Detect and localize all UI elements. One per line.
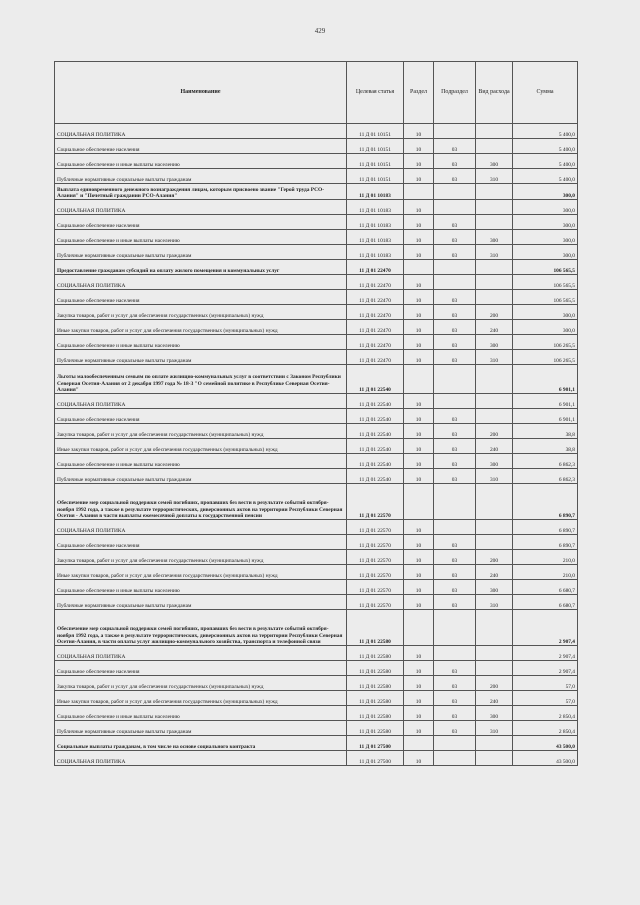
cell-amount: 5 400,0 (513, 124, 578, 139)
cell-amount: 106 565,5 (513, 260, 578, 275)
cell-section: 10 (404, 424, 434, 439)
cell-amount: 57,0 (513, 691, 578, 706)
cell-subsection (434, 365, 476, 394)
cell-section: 10 (404, 290, 434, 305)
table-row (55, 520, 578, 535)
cell-subsection (434, 184, 476, 200)
cell-expense-type (476, 409, 513, 424)
cell-name: Закупка товаров, работ и услуг для обеспечения государственных (муниципальных) нужд (55, 305, 347, 320)
cell-expense-type: 300 (476, 454, 513, 469)
cell-name: Социальное обеспечение населения (55, 215, 347, 230)
cell-name: Иные закупки товаров, работ и услуг для обеспечения государственных (муниципальных) нужд (55, 439, 347, 454)
cell-section: 10 (404, 565, 434, 580)
table-row (55, 230, 578, 245)
cell-subsection (434, 200, 476, 215)
cell-target: 11 Д 01 22540 (347, 394, 404, 409)
table-row (55, 215, 578, 230)
table-row (55, 484, 578, 520)
cell-expense-type (476, 610, 513, 646)
cell-section: 10 (404, 245, 434, 260)
cell-name: Социальное обеспечение и иные выплаты населению (55, 230, 347, 245)
cell-subsection: 03 (434, 595, 476, 610)
cell-target: 11 Д 01 22570 (347, 580, 404, 595)
cell-name: СОЦИАЛЬНАЯ ПОЛИТИКА (55, 394, 347, 409)
cell-target: 11 Д 01 22540 (347, 454, 404, 469)
cell-expense-type: 240 (476, 439, 513, 454)
cell-amount: 5 400,0 (513, 139, 578, 154)
table-body (55, 124, 578, 766)
cell-expense-type (476, 394, 513, 409)
cell-amount: 6 680,7 (513, 595, 578, 610)
cell-section: 10 (404, 520, 434, 535)
cell-subsection: 03 (434, 706, 476, 721)
cell-target: 11 Д 01 22470 (347, 335, 404, 350)
cell-subsection (434, 736, 476, 751)
cell-name: Закупка товаров, работ и услуг для обеспечения государственных (муниципальных) нужд (55, 550, 347, 565)
cell-subsection: 03 (434, 290, 476, 305)
cell-subsection: 03 (434, 535, 476, 550)
header-subsection: Подраздел (434, 62, 476, 124)
cell-section: 10 (404, 550, 434, 565)
cell-section: 10 (404, 305, 434, 320)
cell-subsection: 03 (434, 350, 476, 365)
cell-amount: 6 890,7 (513, 535, 578, 550)
cell-section: 10 (404, 215, 434, 230)
cell-amount: 43 500,0 (513, 736, 578, 751)
cell-section (404, 736, 434, 751)
cell-subsection: 03 (434, 439, 476, 454)
cell-name: Социальное обеспечение и иные выплаты населению (55, 580, 347, 595)
cell-section: 10 (404, 169, 434, 184)
cell-expense-type (476, 535, 513, 550)
cell-target: 11 Д 01 22470 (347, 260, 404, 275)
table-row (55, 469, 578, 484)
table-row (55, 260, 578, 275)
cell-expense-type: 310 (476, 469, 513, 484)
page-number: 429 (314, 27, 326, 35)
table-row (55, 565, 578, 580)
table-row (55, 350, 578, 365)
table-row (55, 550, 578, 565)
cell-target: 11 Д 01 10151 (347, 169, 404, 184)
cell-section: 10 (404, 335, 434, 350)
cell-name: Социальное обеспечение населения (55, 661, 347, 676)
table-row (55, 290, 578, 305)
cell-name: СОЦИАЛЬНАЯ ПОЛИТИКА (55, 520, 347, 535)
cell-target: 11 Д 01 10183 (347, 215, 404, 230)
cell-target: 11 Д 01 22570 (347, 520, 404, 535)
cell-amount: 106 565,5 (513, 275, 578, 290)
cell-expense-type (476, 260, 513, 275)
cell-amount: 210,0 (513, 565, 578, 580)
cell-subsection: 03 (434, 721, 476, 736)
cell-amount: 57,0 (513, 676, 578, 691)
cell-name: Социальное обеспечение населения (55, 139, 347, 154)
cell-expense-type (476, 184, 513, 200)
header-target: Целевая статья (347, 62, 404, 124)
header-expense-type: Вид расхода (476, 62, 513, 124)
cell-target: 11 Д 01 22570 (347, 484, 404, 520)
cell-name: Обеспечение мер социальной поддержки семей погибших, пропавших без вести в результате событий октября-ноября 1992 года, а также в результате террористических, диверсионных актов на территории Республики Северная Осетия-Алания, в части оплаты услуг жилищно-коммунального хозяйства, транспорта и телефонной связи (55, 610, 347, 646)
cell-section: 10 (404, 409, 434, 424)
cell-subsection: 03 (434, 320, 476, 335)
cell-target: 11 Д 01 22540 (347, 424, 404, 439)
cell-expense-type (476, 215, 513, 230)
cell-target: 11 Д 01 22470 (347, 290, 404, 305)
cell-subsection: 03 (434, 154, 476, 169)
cell-name: Социальное обеспечение населения (55, 535, 347, 550)
cell-name: Публичные нормативные социальные выплаты гражданам (55, 245, 347, 260)
cell-name: Иные закупки товаров, работ и услуг для обеспечения государственных (муниципальных) нужд (55, 565, 347, 580)
cell-section (404, 365, 434, 394)
cell-expense-type (476, 751, 513, 766)
cell-name: Закупка товаров, работ и услуг для обеспечения государственных (муниципальных) нужд (55, 424, 347, 439)
cell-name: СОЦИАЛЬНАЯ ПОЛИТИКА (55, 646, 347, 661)
cell-amount: 300,0 (513, 230, 578, 245)
cell-subsection (434, 646, 476, 661)
cell-section: 10 (404, 139, 434, 154)
table-row (55, 335, 578, 350)
cell-name: Предоставление гражданам субсидий на оплату жилого помещения и коммунальных услуг (55, 260, 347, 275)
table-row (55, 706, 578, 721)
budget-table (54, 61, 578, 766)
cell-name: Социальное обеспечение населения (55, 290, 347, 305)
cell-subsection: 03 (434, 676, 476, 691)
cell-section: 10 (404, 320, 434, 335)
table-row (55, 424, 578, 439)
cell-name: Публичные нормативные социальные выплаты гражданам (55, 169, 347, 184)
cell-amount: 38,8 (513, 424, 578, 439)
cell-name: Социальное обеспечение и иные выплаты населению (55, 154, 347, 169)
cell-target: 11 Д 01 10183 (347, 245, 404, 260)
table-row (55, 139, 578, 154)
cell-expense-type (476, 484, 513, 520)
table-row (55, 200, 578, 215)
cell-section: 10 (404, 706, 434, 721)
cell-expense-type: 310 (476, 169, 513, 184)
cell-amount: 2 907,4 (513, 610, 578, 646)
table-row (55, 439, 578, 454)
table-row (55, 275, 578, 290)
cell-amount: 300,0 (513, 245, 578, 260)
cell-subsection: 03 (434, 169, 476, 184)
cell-section: 10 (404, 676, 434, 691)
cell-target: 11 Д 01 22470 (347, 305, 404, 320)
cell-name: Закупка товаров, работ и услуг для обеспечения государственных (муниципальных) нужд (55, 676, 347, 691)
cell-amount: 106 265,5 (513, 335, 578, 350)
cell-amount: 2 907,4 (513, 646, 578, 661)
cell-expense-type (476, 139, 513, 154)
cell-amount: 6 862,3 (513, 469, 578, 484)
table-row (55, 365, 578, 394)
cell-subsection: 03 (434, 230, 476, 245)
cell-target: 11 Д 01 22570 (347, 595, 404, 610)
cell-subsection (434, 484, 476, 520)
cell-subsection (434, 520, 476, 535)
table-row (55, 610, 578, 646)
table-row (55, 691, 578, 706)
cell-name: Обеспечение мер социальной поддержки семей погибших, пропавших без вести в результате событий октября-ноября 1992 года, а также в результате террористических, диверсионных актов на территории Республики Северная Осетия - Алания в части выплаты ежемесячной доплаты к государственной пенсии (55, 484, 347, 520)
table-row (55, 124, 578, 139)
cell-name: СОЦИАЛЬНАЯ ПОЛИТИКА (55, 124, 347, 139)
cell-section: 10 (404, 350, 434, 365)
cell-section (404, 184, 434, 200)
table-row (55, 661, 578, 676)
cell-expense-type: 310 (476, 721, 513, 736)
cell-subsection (434, 610, 476, 646)
cell-target: 11 Д 01 22580 (347, 661, 404, 676)
table-row (55, 595, 578, 610)
header-name: Наименование (55, 62, 347, 124)
cell-expense-type: 310 (476, 245, 513, 260)
cell-expense-type (476, 736, 513, 751)
cell-section: 10 (404, 595, 434, 610)
cell-name: Публичные нормативные социальные выплаты гражданам (55, 595, 347, 610)
cell-amount: 6 901,1 (513, 365, 578, 394)
cell-subsection: 03 (434, 245, 476, 260)
cell-subsection (434, 751, 476, 766)
table-row (55, 676, 578, 691)
cell-subsection: 03 (434, 661, 476, 676)
cell-target: 11 Д 01 22570 (347, 550, 404, 565)
cell-target: 11 Д 01 10151 (347, 154, 404, 169)
table-row (55, 580, 578, 595)
cell-target: 11 Д 01 22470 (347, 350, 404, 365)
cell-subsection: 03 (434, 335, 476, 350)
cell-target: 11 Д 01 22570 (347, 565, 404, 580)
cell-subsection: 03 (434, 565, 476, 580)
cell-target: 11 Д 01 22570 (347, 535, 404, 550)
cell-subsection: 03 (434, 424, 476, 439)
cell-target: 11 Д 01 22580 (347, 676, 404, 691)
cell-subsection: 03 (434, 305, 476, 320)
cell-name: Социальное обеспечение и иные выплаты населению (55, 706, 347, 721)
cell-subsection: 03 (434, 580, 476, 595)
cell-amount: 2 850,4 (513, 721, 578, 736)
cell-expense-type (476, 661, 513, 676)
cell-expense-type (476, 520, 513, 535)
cell-subsection: 03 (434, 139, 476, 154)
cell-section (404, 610, 434, 646)
cell-expense-type (476, 646, 513, 661)
table-row (55, 721, 578, 736)
cell-target: 11 Д 01 22540 (347, 409, 404, 424)
cell-target: 11 Д 01 10151 (347, 124, 404, 139)
cell-section: 10 (404, 200, 434, 215)
cell-amount: 6 680,7 (513, 580, 578, 595)
cell-expense-type: 200 (476, 305, 513, 320)
cell-amount: 2 907,4 (513, 661, 578, 676)
cell-expense-type: 300 (476, 580, 513, 595)
cell-subsection: 03 (434, 469, 476, 484)
cell-name: Публичные нормативные социальные выплаты гражданам (55, 350, 347, 365)
cell-name: Публичные нормативные социальные выплаты гражданам (55, 721, 347, 736)
cell-section: 10 (404, 275, 434, 290)
cell-target: 11 Д 01 27500 (347, 736, 404, 751)
cell-amount: 6 890,7 (513, 484, 578, 520)
table-row (55, 454, 578, 469)
cell-name: СОЦИАЛЬНАЯ ПОЛИТИКА (55, 275, 347, 290)
cell-section: 10 (404, 154, 434, 169)
cell-expense-type: 310 (476, 350, 513, 365)
cell-section: 10 (404, 439, 434, 454)
cell-amount: 2 850,4 (513, 706, 578, 721)
cell-expense-type: 240 (476, 691, 513, 706)
cell-name: Иные закупки товаров, работ и услуг для обеспечения государственных (муниципальных) нужд (55, 320, 347, 335)
cell-target: 11 Д 01 22540 (347, 439, 404, 454)
cell-name: Социальные выплаты гражданам, в том числе на основе социального контракта (55, 736, 347, 751)
cell-target: 11 Д 01 10183 (347, 200, 404, 215)
cell-section: 10 (404, 469, 434, 484)
cell-expense-type: 200 (476, 676, 513, 691)
cell-target: 11 Д 01 10183 (347, 230, 404, 245)
cell-expense-type: 240 (476, 320, 513, 335)
cell-subsection (434, 275, 476, 290)
cell-section: 10 (404, 646, 434, 661)
cell-amount: 6 862,3 (513, 454, 578, 469)
cell-expense-type: 310 (476, 595, 513, 610)
cell-amount: 300,0 (513, 320, 578, 335)
cell-section: 10 (404, 394, 434, 409)
cell-subsection: 03 (434, 215, 476, 230)
table-row (55, 169, 578, 184)
table-row (55, 245, 578, 260)
cell-expense-type (476, 200, 513, 215)
cell-target: 11 Д 01 27500 (347, 751, 404, 766)
cell-section: 10 (404, 230, 434, 245)
cell-amount: 5 400,0 (513, 154, 578, 169)
cell-section: 10 (404, 535, 434, 550)
cell-target: 11 Д 01 22540 (347, 469, 404, 484)
table-row (55, 751, 578, 766)
cell-target: 11 Д 01 22580 (347, 706, 404, 721)
cell-target: 11 Д 01 22470 (347, 320, 404, 335)
cell-name: Социальное обеспечение и иные выплаты населению (55, 454, 347, 469)
table-row (55, 394, 578, 409)
table-row (55, 646, 578, 661)
cell-section (404, 484, 434, 520)
cell-expense-type: 240 (476, 565, 513, 580)
cell-subsection (434, 124, 476, 139)
cell-subsection: 03 (434, 550, 476, 565)
cell-amount: 210,0 (513, 550, 578, 565)
cell-name: Выплата единовременного денежного вознаграждения лицам, которым присвоено звание "Герой труда РСО-Алания" и "Почетный гражданин РСО-Алания" (55, 184, 347, 200)
cell-amount: 300,0 (513, 200, 578, 215)
cell-subsection: 03 (434, 691, 476, 706)
table-row (55, 305, 578, 320)
cell-section: 10 (404, 661, 434, 676)
cell-name: Льготы малообеспеченным семьям по оплате жилищно-коммунальных услуг в соответствии с Законом Республики Северная Осетия-Алания от 2 декабря 1997 года № 18-З "О семейной политике в Республике Северная Осетия-Алания" (55, 365, 347, 394)
cell-name: Публичные нормативные социальные выплаты гражданам (55, 469, 347, 484)
cell-target: 11 Д 01 22470 (347, 275, 404, 290)
header-section: Раздел (404, 62, 434, 124)
cell-amount: 300,0 (513, 215, 578, 230)
cell-expense-type: 200 (476, 424, 513, 439)
cell-name: СОЦИАЛЬНАЯ ПОЛИТИКА (55, 751, 347, 766)
cell-name: Социальное обеспечение и иные выплаты населению (55, 335, 347, 350)
cell-section: 10 (404, 454, 434, 469)
cell-expense-type: 300 (476, 335, 513, 350)
cell-expense-type: 300 (476, 706, 513, 721)
cell-section: 10 (404, 691, 434, 706)
table-row (55, 184, 578, 200)
cell-section: 10 (404, 124, 434, 139)
cell-name: Иные закупки товаров, работ и услуг для обеспечения государственных (муниципальных) нужд (55, 691, 347, 706)
cell-amount: 5 400,0 (513, 169, 578, 184)
cell-expense-type (476, 275, 513, 290)
cell-amount: 43 500,0 (513, 751, 578, 766)
cell-amount: 300,0 (513, 305, 578, 320)
header-amount: Сумма (513, 62, 578, 124)
cell-subsection (434, 260, 476, 275)
cell-target: 11 Д 01 22580 (347, 646, 404, 661)
cell-target: 11 Д 01 10151 (347, 139, 404, 154)
cell-section: 10 (404, 751, 434, 766)
cell-section: 10 (404, 580, 434, 595)
cell-target: 11 Д 01 22580 (347, 610, 404, 646)
cell-amount: 38,8 (513, 439, 578, 454)
cell-name: СОЦИАЛЬНАЯ ПОЛИТИКА (55, 200, 347, 215)
cell-amount: 106 265,5 (513, 350, 578, 365)
cell-expense-type: 200 (476, 550, 513, 565)
cell-target: 11 Д 01 22580 (347, 721, 404, 736)
table-row (55, 154, 578, 169)
cell-subsection (434, 394, 476, 409)
cell-amount: 300,0 (513, 184, 578, 200)
cell-name: Социальное обеспечение населения (55, 409, 347, 424)
cell-subsection: 03 (434, 409, 476, 424)
cell-target: 11 Д 01 22580 (347, 691, 404, 706)
cell-target: 11 Д 01 10183 (347, 184, 404, 200)
cell-target: 11 Д 01 22540 (347, 365, 404, 394)
cell-expense-type: 300 (476, 154, 513, 169)
cell-amount: 6 901,1 (513, 394, 578, 409)
cell-expense-type: 300 (476, 230, 513, 245)
cell-expense-type (476, 124, 513, 139)
cell-section: 10 (404, 721, 434, 736)
table-row (55, 535, 578, 550)
cell-section (404, 260, 434, 275)
table-header-row (55, 62, 578, 124)
cell-subsection: 03 (434, 454, 476, 469)
cell-expense-type (476, 290, 513, 305)
table-row (55, 409, 578, 424)
cell-amount: 6 890,7 (513, 520, 578, 535)
cell-amount: 106 565,5 (513, 290, 578, 305)
cell-expense-type (476, 365, 513, 394)
cell-amount: 6 901,1 (513, 409, 578, 424)
table-row (55, 320, 578, 335)
table-row (55, 736, 578, 751)
